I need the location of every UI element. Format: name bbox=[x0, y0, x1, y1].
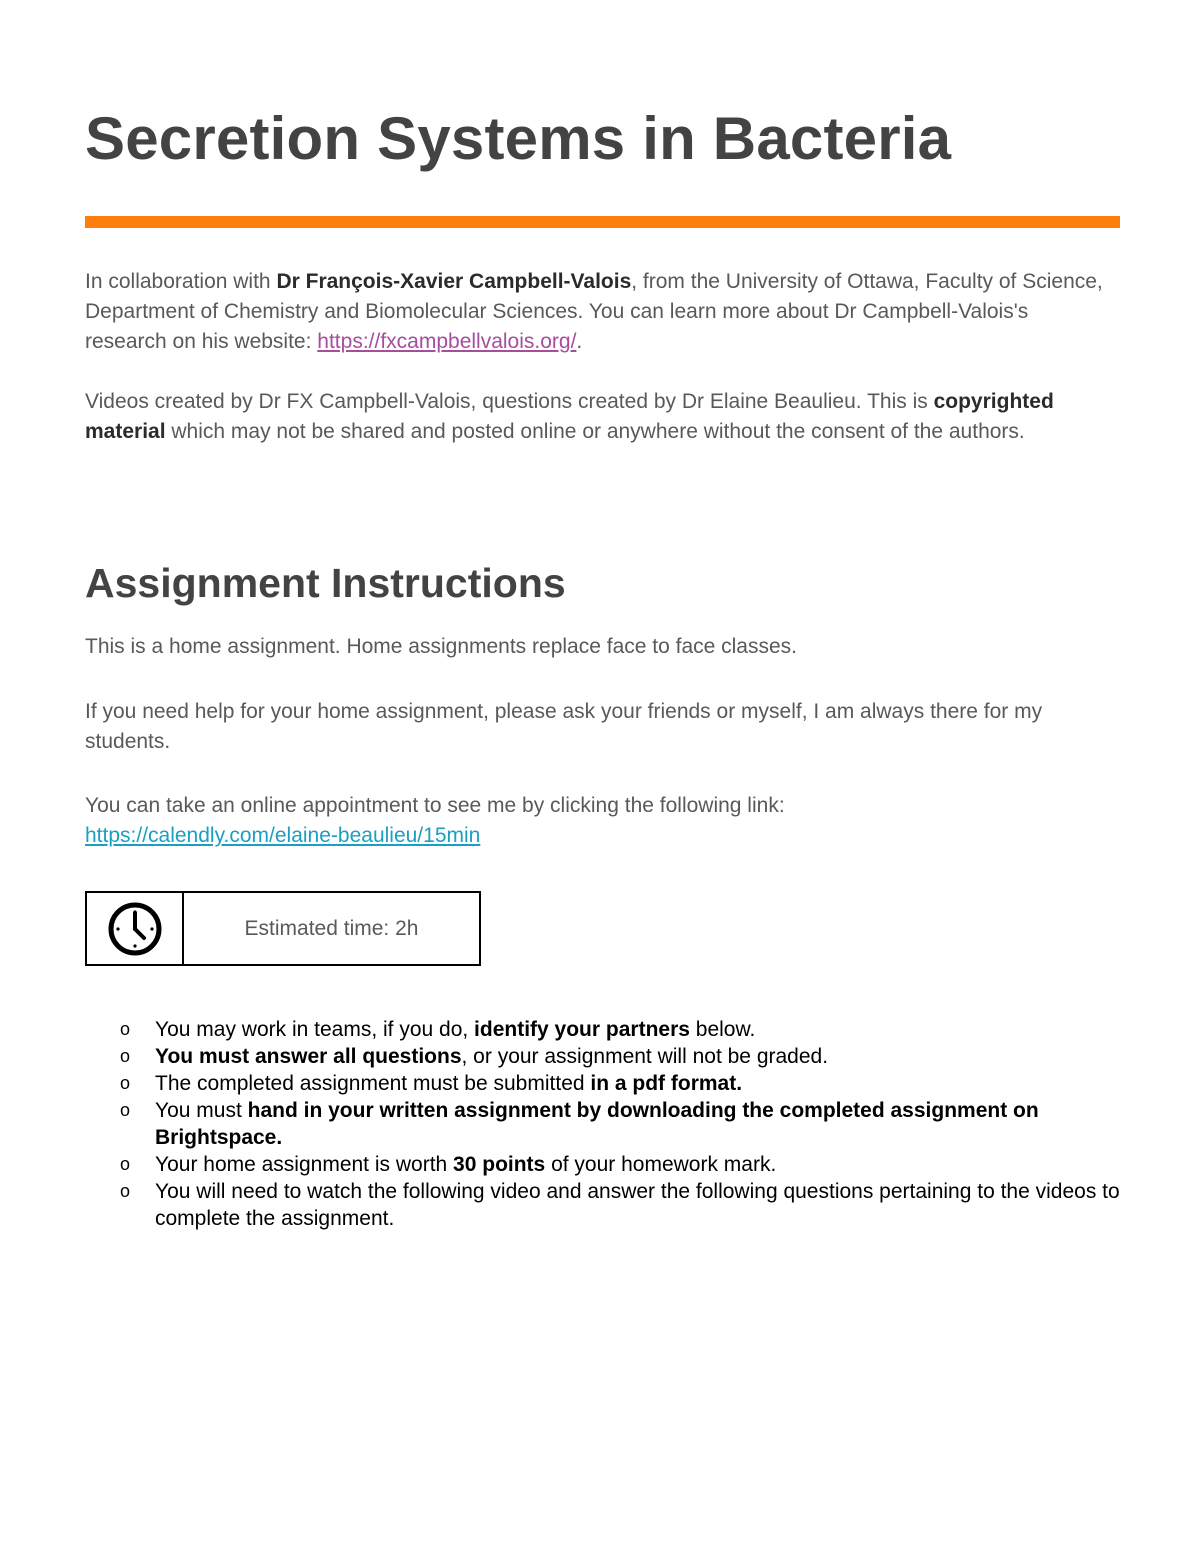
estimated-time-label: Estimated time: 2h bbox=[244, 916, 419, 940]
list-item-text: You must bbox=[155, 1099, 248, 1122]
home-assignment-paragraph: This is a home assignment. Home assignments replace face to face classes. bbox=[85, 635, 797, 658]
appointment-link[interactable]: https://calendly.com/elaine-beaulieu/15min bbox=[85, 824, 481, 847]
collaboration-paragraph bbox=[85, 267, 1115, 357]
list-item-bold: 30 points bbox=[453, 1153, 546, 1176]
clock-icon-cell bbox=[87, 893, 184, 964]
videos-text-before: Videos created by Dr FX Campbell-Valois, questions created by Dr Elaine Beaulieu. This is bbox=[85, 390, 934, 413]
list-item-text: below. bbox=[689, 1018, 756, 1041]
requirements-list bbox=[85, 1016, 1120, 1232]
collaborator-name: Dr François-Xavier Campbell-Valois bbox=[276, 270, 632, 293]
bullet-glyph: o bbox=[120, 1046, 131, 1066]
help-paragraph: If you need help for your home assignment, please ask your friends or myself, I am always there for my students. bbox=[85, 700, 1043, 753]
list-item-text: You may work in teams, if you do, bbox=[155, 1018, 475, 1041]
section-heading: Assignment Instructions bbox=[85, 560, 566, 606]
collab-text-end: . bbox=[576, 330, 583, 353]
list-item-text: , or your assignment will not be graded. bbox=[461, 1045, 829, 1068]
list-item bbox=[85, 1043, 1120, 1070]
collaborator-website-link[interactable]: https://fxcampbellvalois.org/ bbox=[317, 330, 577, 353]
list-item-bold: You must answer all questions bbox=[155, 1045, 462, 1068]
estimated-time-box bbox=[85, 891, 481, 966]
list-item-text: of your homework mark. bbox=[545, 1153, 777, 1176]
copyright-emphasis: copyrighted material bbox=[85, 390, 1054, 443]
list-item-bold: hand in your written assignment by downloading the completed assignment on Brightspace. bbox=[155, 1099, 1039, 1149]
list-item bbox=[85, 1097, 1120, 1151]
list-item bbox=[85, 1070, 1120, 1097]
bullet-glyph: o bbox=[120, 1019, 131, 1039]
list-item-bold: identify your partners bbox=[474, 1018, 690, 1041]
appointment-paragraph bbox=[85, 791, 1115, 851]
clock-icon bbox=[106, 900, 164, 958]
videos-text-after: which may not be shared and posted online or anywhere without the consent of the authors. bbox=[165, 420, 1025, 443]
bullet-glyph: o bbox=[120, 1154, 131, 1174]
document-title: Secretion Systems in Bacteria bbox=[85, 105, 952, 172]
collab-text-after: , from the University of Ottawa, Faculty of Science, Department of Chemistry and Biomolecular Sciences. You can learn more about Dr Campbell-Valois's research on his website: bbox=[85, 270, 1103, 353]
list-item bbox=[85, 1151, 1120, 1178]
bullet-glyph: o bbox=[120, 1073, 131, 1093]
appointment-text: You can take an online appointment to see me by clicking the following link: bbox=[85, 794, 785, 817]
list-item bbox=[85, 1178, 1120, 1232]
list-item-text: Your home assignment is worth bbox=[155, 1153, 454, 1176]
bullet-glyph: o bbox=[120, 1100, 131, 1120]
list-item bbox=[85, 1016, 1120, 1043]
list-item-text: The completed assignment must be submitted bbox=[155, 1072, 591, 1095]
list-item-bold: in a pdf format. bbox=[590, 1072, 743, 1095]
list-item-text: You will need to watch the following video and answer the following questions pertaining to the videos to complete the assignment. bbox=[155, 1180, 1120, 1230]
orange-divider bbox=[85, 216, 1120, 228]
collab-text-before: In collaboration with bbox=[85, 270, 277, 293]
copyright-paragraph bbox=[85, 387, 1115, 447]
bullet-glyph: o bbox=[120, 1181, 131, 1201]
